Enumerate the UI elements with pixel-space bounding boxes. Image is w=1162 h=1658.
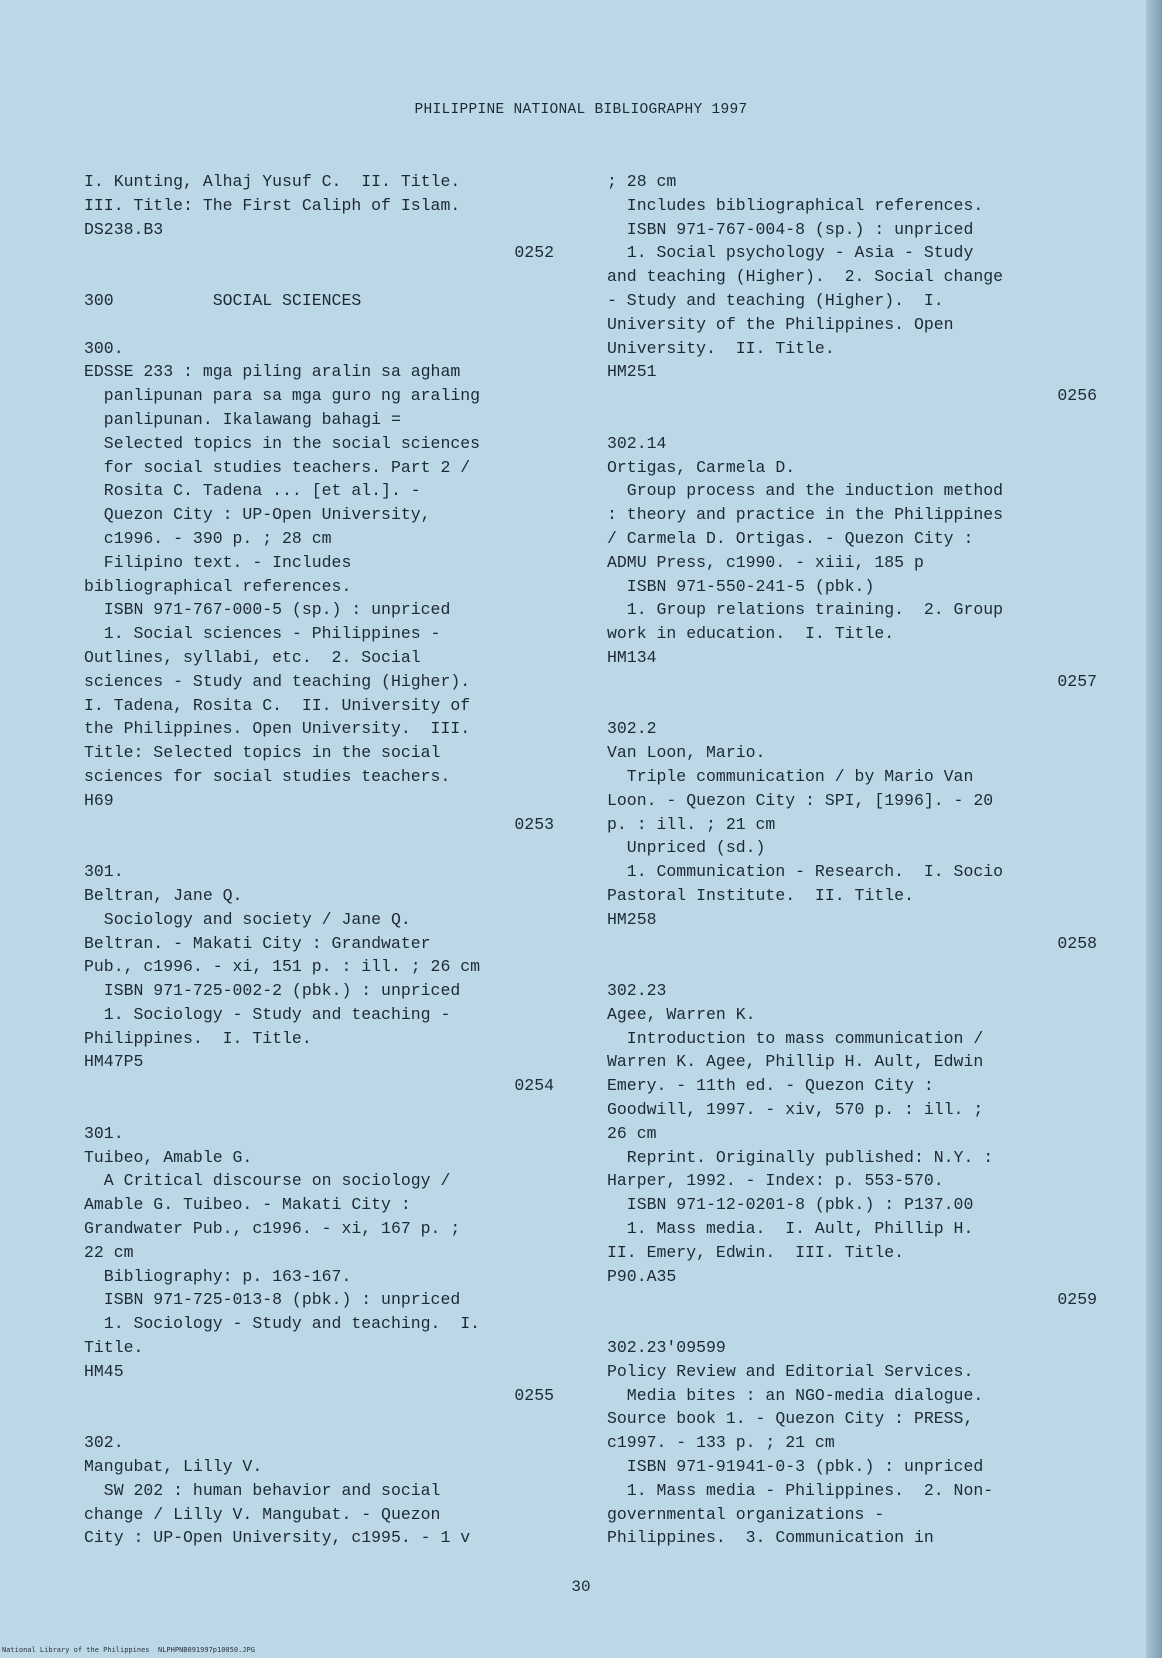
entry-line: 302.23'09599 [607,1338,726,1358]
entry-line: ISBN 971-767-004-8 (sp.) : unpriced [607,219,974,239]
left-column [84,170,554,1550]
bibliography-block [607,670,1097,694]
page-edge-shadow [1146,0,1162,1658]
bibliography-block [84,1074,554,1098]
record-number: 0257 [1057,671,1097,691]
bibliography-block [607,1336,1097,1550]
entry-line: Amable G. Tuibeo. - Makati City : [84,1195,411,1215]
entry-line: Group process and the induction method [607,481,1004,501]
entry-line: Philippines. 3. Communication in [607,1528,934,1548]
entry-line: ISBN 971-725-002-2 (pbk.) : unpriced [84,981,461,1001]
bibliography-block [607,384,1097,408]
entry-line: 300 SOCIAL SCIENCES [84,290,362,310]
bibliography-block [607,432,1097,670]
entry-line: III. Title: The First Caliph of Islam. [84,195,461,215]
entry-line: Harper, 1992. - Index: p. 553-570. [607,1171,944,1191]
record-number: 0254 [514,1076,554,1096]
entry-line: 1. Mass media. I. Ault, Phillip H. [607,1219,974,1239]
entry-line: Filipino text. - Includes [84,552,352,572]
entry-line: Title. [84,1338,144,1358]
entry-line: 302.2 [607,719,657,739]
bibliography-block [84,1098,554,1122]
entry-line: : theory and practice in the Philippines [607,505,1004,525]
entry-line: A Critical discourse on sociology / [84,1171,451,1191]
bibliography-block [84,1384,554,1408]
entry-line: City : UP-Open University, c1995. - 1 v [84,1528,471,1548]
entry-line: Beltran. - Makati City : Grandwater [84,933,431,953]
entry-line: University. II. Title. [607,338,835,358]
entry-line: 301. [84,1123,124,1143]
entry-line: Sociology and society / Jane Q. [84,909,411,929]
entry-line: 1. Group relations training. 2. Group [607,600,1004,620]
entry-line: panlipunan para sa mga guro ng araling [84,386,481,406]
spacer [607,408,1097,432]
entry-line: 302.14 [607,433,667,453]
spacer [84,1407,554,1431]
entry-line: Bibliography: p. 163-167. [84,1266,352,1286]
record-number: 0253 [514,814,554,834]
bibliography-block [84,313,554,337]
entry-line: Mangubat, Lilly V. [84,1457,263,1477]
entry-line: Policy Review and Editorial Services. [607,1361,974,1381]
entry-line: Van Loon, Mario. [607,743,766,763]
entry-line: and teaching (Higher). 2. Social change [607,267,1004,287]
bibliography-block [84,1407,554,1431]
entry-line: for social studies teachers. Part 2 / [84,457,471,477]
entry-line: HM45 [84,1361,124,1381]
entry-line: Introduction to mass communication / [607,1028,984,1048]
bibliography-block [607,932,1097,956]
entry-line: H69 [84,790,114,810]
entry-line: I. Kunting, Alhaj Yusuf C. II. Title. [84,172,461,191]
bibliography-block [607,1312,1097,1336]
right-column [607,170,1097,1550]
entry-line: Pastoral Institute. II. Title. [607,885,914,905]
page-number: 30 [571,1578,591,1596]
entry-line: ISBN 971-91941-0-3 (pbk.) : unpriced [607,1457,984,1477]
bibliography-block [84,170,554,241]
entry-line: - Study and teaching (Higher). I. [607,290,944,310]
entry-line: ISBN 971-767-000-5 (sp.) : unpriced [84,600,451,620]
entry-line: Includes bibliographical references. [607,195,984,215]
entry-line: Ortigas, Carmela D. [607,457,796,477]
entry-line: Philippines. I. Title. [84,1028,312,1048]
entry-line: / Carmela D. Ortigas. - Quezon City : [607,528,974,548]
record-number: 0258 [1057,933,1097,953]
spacer [84,1098,554,1122]
entry-line: 1. Social sciences - Philippines - [84,624,441,644]
record-number: 0255 [514,1385,554,1405]
entry-line: p. : ill. ; 21 cm [607,814,776,834]
entry-line: Reprint. Originally published: N.Y. : [607,1147,994,1167]
entry-line: University of the Philippines. Open [607,314,954,334]
entry-line: sciences - Study and teaching (Higher). [84,671,471,691]
entry-line: Media bites : an NGO-media dialogue. [607,1385,984,1405]
spacer [84,313,554,337]
entry-line: ; 28 cm [607,172,677,191]
spacer [607,1312,1097,1336]
entry-line: Pub., c1996. - xi, 151 p. : ill. ; 26 cm [84,957,481,977]
entry-line: 26 cm [607,1123,657,1143]
spacer [607,955,1097,979]
record-number: 0252 [514,243,554,263]
entry-line: Triple communication / by Mario Van [607,766,974,786]
entry-line: HM251 [607,362,657,382]
entry-line: Selected topics in the social sciences [84,433,481,453]
entry-line: 22 cm [84,1242,134,1262]
entry-line: bibliographical references. [84,576,352,596]
entry-line: II. Emery, Edwin. III. Title. [607,1242,905,1262]
entry-line: ISBN 971-725-013-8 (pbk.) : unpriced [84,1290,461,1310]
entry-line: ISBN 971-550-241-5 (pbk.) [607,576,875,596]
entry-line: Source book 1. - Quezon City : PRESS, [607,1409,974,1429]
footer-library-label: National Library of the Philippines [2,1646,150,1654]
entry-line: EDSSE 233 : mga piling aralin sa agham [84,362,461,382]
entry-line: sciences for social studies teachers. [84,766,451,786]
entry-line: Unpriced (sd.) [607,838,766,858]
bibliography-block [84,836,554,860]
entry-line: Emery. - 11th ed. - Quezon City : [607,1076,934,1096]
entry-line: work in education. I. Title. [607,624,895,644]
bibliography-block [607,979,1097,1288]
entry-line: DS238.B3 [84,219,164,239]
entry-line: Beltran, Jane Q. [84,885,243,905]
entry-line: HM47P5 [84,1052,144,1072]
entry-line: 301. [84,862,124,882]
bibliography-block [84,813,554,837]
bibliography-block [84,241,554,265]
entry-line: ADMU Press, c1990. - xiii, 185 p [607,552,924,572]
entry-line: change / Lilly V. Mangubat. - Quezon [84,1504,441,1524]
entry-line: Quezon City : UP-Open University, [84,505,431,525]
entry-line: ISBN 971-12-0201-8 (pbk.) : P137.00 [607,1195,974,1215]
entry-line: 1. Communication - Research. I. Socio [607,862,1004,882]
spacer [84,836,554,860]
spacer [84,265,554,289]
footer-filename: NLPHPNB091997p10050.JPG [158,1646,255,1654]
entry-line: 1. Mass media - Philippines. 2. Non- [607,1480,994,1500]
entry-line: 1. Sociology - Study and teaching. I. [84,1314,481,1334]
bibliography-block [84,337,554,813]
bibliography-block [84,1431,554,1550]
bibliography-block [607,408,1097,432]
entry-line: 302. [84,1433,124,1453]
entry-line: 302.23 [607,981,667,1001]
entry-line: c1996. - 390 p. ; 28 cm [84,528,332,548]
entry-line: P90.A35 [607,1266,677,1286]
entry-line: panlipunan. Ikalawang bahagi = [84,409,401,429]
entry-line: c1997. - 133 p. ; 21 cm [607,1433,835,1453]
entry-line: Warren K. Agee, Phillip H. Ault, Edwin [607,1052,984,1072]
entry-line: SW 202 : human behavior and social [84,1480,441,1500]
entry-line: Outlines, syllabi, etc. 2. Social [84,647,421,667]
bibliography-block [607,717,1097,931]
entry-line: HM134 [607,647,657,667]
entry-line: Goodwill, 1997. - xiv, 570 p. : ill. ; [607,1100,984,1120]
entry-line: Agee, Warren K. [607,1004,756,1024]
entry-line: 1. Sociology - Study and teaching - [84,1004,451,1024]
entry-line: Tuibeo, Amable G. [84,1147,253,1167]
entry-line: I. Tadena, Rosita C. II. University of [84,695,471,715]
bibliography-block [84,265,554,289]
entry-line: Grandwater Pub., c1996. - xi, 167 p. ; [84,1219,461,1239]
entry-line: Loon. - Quezon City : SPI, [1996]. - 20 [607,790,994,810]
page-title: PHILIPPINE NATIONAL BIBLIOGRAPHY 1997 [414,102,748,118]
bibliography-block [607,1288,1097,1312]
bibliography-block [607,694,1097,718]
entry-line: governmental organizations - [607,1504,885,1524]
bibliography-block [84,289,554,313]
bibliography-block [84,860,554,1074]
entry-line: HM258 [607,909,657,929]
entry-line: Rosita C. Tadena ... [et al.]. - [84,481,421,501]
record-number: 0259 [1057,1290,1097,1310]
bibliography-block [607,170,1097,384]
entry-line: Title: Selected topics in the social [84,743,441,763]
bibliography-block [84,1122,554,1384]
spacer [607,694,1097,718]
bibliography-block [607,955,1097,979]
entry-line: 1. Social psychology - Asia - Study [607,243,974,263]
record-number: 0256 [1057,386,1097,406]
entry-line: 300. [84,338,124,358]
entry-line: the Philippines. Open University. III. [84,719,471,739]
